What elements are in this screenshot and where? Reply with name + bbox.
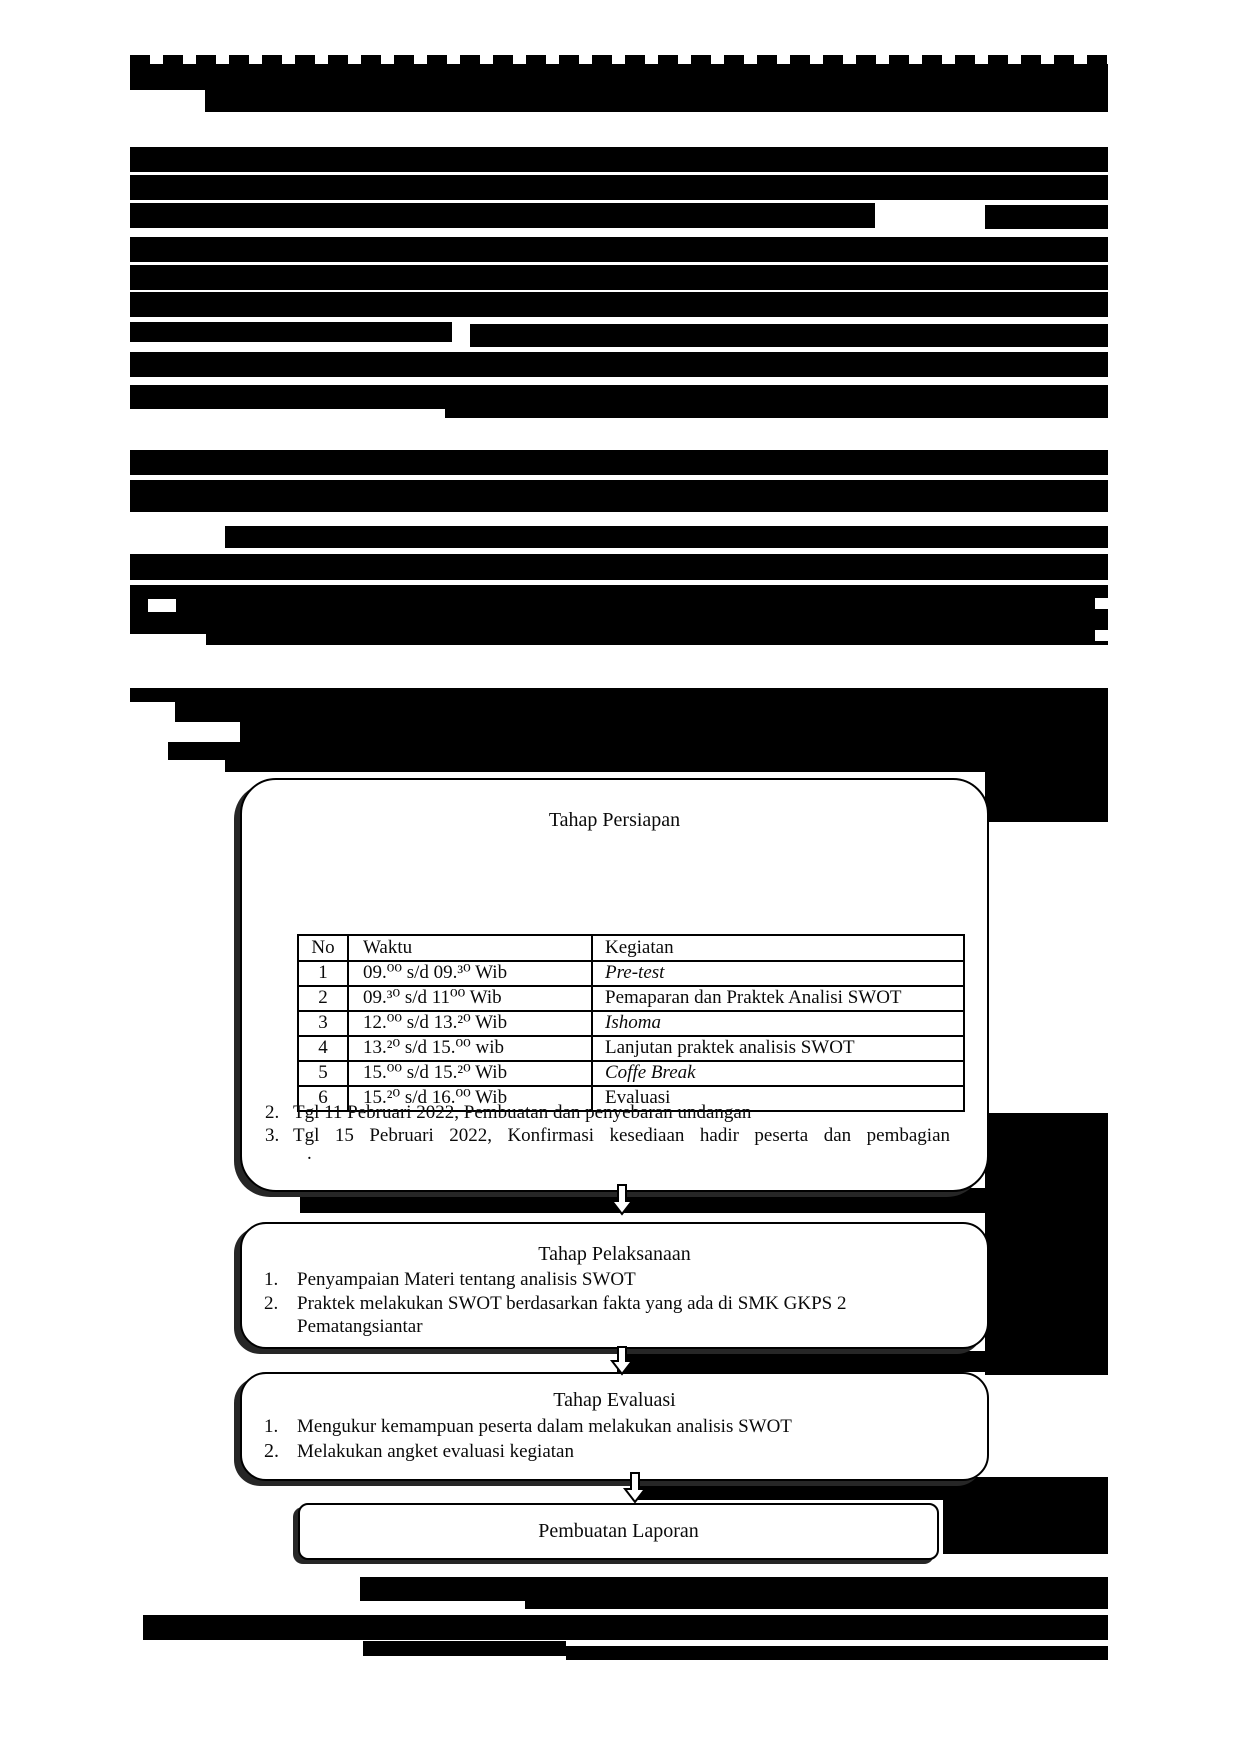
redaction-bar [363,1641,566,1656]
redaction-gap [148,599,176,612]
table-row [299,985,963,1010]
redaction-bar [130,64,1108,90]
redaction-bar [566,1646,1108,1660]
redaction-bar [130,385,1108,409]
redaction-bar [985,772,1108,822]
cell-no: 2 [318,987,328,1008]
redaction-bar [130,688,1108,772]
header-waktu: Waktu [347,936,591,960]
flowchart-box-laporan [298,1503,939,1560]
redaction-bar [525,1600,1108,1609]
box-title: Tahap Pelaksanaan [538,1243,691,1265]
list-number: 1. [264,1416,279,1437]
cell-waktu: 09.³⁰ s/d 11⁰⁰ Wib [347,987,591,1010]
cell-kegiatan: Evaluasi [591,1087,963,1110]
table-row [299,1060,963,1085]
cell-no: 5 [318,1062,328,1083]
box-title: Tahap Persiapan [548,809,681,831]
redaction-bar [985,205,1108,229]
redaction-bar [130,265,1108,290]
rundown-table [297,934,965,1112]
redaction-gap [1095,630,1108,641]
list-item: Melakukan angket evaluasi kegiatan [297,1441,574,1462]
redaction-bar [130,554,1108,580]
list-item: Penyampaian Materi tentang analisis SWOT [297,1269,636,1290]
redaction-bar [130,147,1108,172]
redaction-bar [130,585,1108,645]
flowchart-box-pelaksanaan [240,1222,989,1349]
table-header-row [299,936,963,960]
cell-kegiatan: Lanjutan praktek analisis SWOT [591,1037,963,1060]
redaction-bar [130,175,1108,200]
cell-kegiatan: Pemaparan dan Praktek Analisi SWOT [591,987,963,1010]
redaction-gap [130,722,240,742]
redaction-gap [130,760,225,772]
redaction-gap [1095,598,1108,609]
box-title: Tahap Evaluasi [553,1389,676,1411]
header-kegiatan: Kegiatan [591,936,963,960]
down-arrow-icon [621,1472,649,1504]
table-row [299,1010,963,1035]
redaction-bar [617,1351,1108,1372]
list-number: 3. [265,1125,280,1146]
list-number: 1. [264,1269,279,1290]
redaction-bar [130,480,1108,512]
cell-waktu: 13.²⁰ s/d 15.⁰⁰ wib [347,1037,591,1060]
cell-no: 3 [318,1012,328,1033]
cell-kegiatan: Pre-test [591,962,963,985]
redaction-bar [943,1500,1108,1554]
list-item: Tgl 15 Pebruari 2022, Konfirmasi kesediaan hadir peserta dan pembagian [293,1125,950,1146]
list-number: 2. [265,1102,280,1123]
redaction-bar [143,1615,1108,1640]
redaction-bar [130,55,1108,64]
redaction-gap [130,634,206,645]
list-item: Praktek melakukan SWOT berdasarkan fakta yang ada di SMK GKPS 2 Pematangsiantar [297,1293,847,1337]
down-arrow-icon [608,1346,636,1376]
list-number: 2. [264,1440,279,1462]
cell-no: 1 [318,962,328,983]
cell-no: 6 [318,1087,328,1108]
cell-kegiatan: Ishoma [591,1012,963,1035]
cell-waktu: 15.²⁰ s/d 16.⁰⁰ Wib [347,1087,591,1110]
cell-waktu: 12.⁰⁰ s/d 13.²⁰ Wib [347,1012,591,1035]
redaction-bar [130,203,875,228]
redaction-bar [470,324,1108,347]
flowchart-box-evaluasi [240,1372,989,1481]
box-title: Pembuatan Laporan [538,1520,699,1542]
redaction-bar [445,409,1108,418]
cell-waktu: 15.⁰⁰ s/d 15.²⁰ Wib [347,1062,591,1085]
list-item-continuation: . [307,1143,312,1164]
redaction-bar [130,352,1108,377]
redaction-bar [205,88,1108,112]
redaction-gap [130,702,175,722]
table-row [299,1035,963,1060]
redaction-gap [130,742,168,760]
list-item: Tgl 11 Pebruari 2022, Pembuatan dan penyebaran undangan [293,1102,752,1123]
header-no: No [311,937,335,958]
redaction-bar [130,322,452,342]
redaction-bar [130,237,1108,262]
cell-kegiatan: Coffe Break [591,1062,963,1085]
redaction-bar [985,1113,1108,1375]
cell-waktu: 09.⁰⁰ s/d 09.³⁰ Wib [347,962,591,985]
redaction-bar [360,1577,1108,1601]
cell-no: 4 [318,1037,328,1058]
redaction-bar [225,526,1108,548]
redaction-bar [130,450,1108,475]
redaction-bar [130,292,1108,317]
table-row [299,960,963,985]
down-arrow-icon [608,1184,636,1216]
list-number: 2. [264,1293,279,1314]
list-item: Mengukur kemampuan peserta dalam melakukan analisis SWOT [297,1416,792,1437]
